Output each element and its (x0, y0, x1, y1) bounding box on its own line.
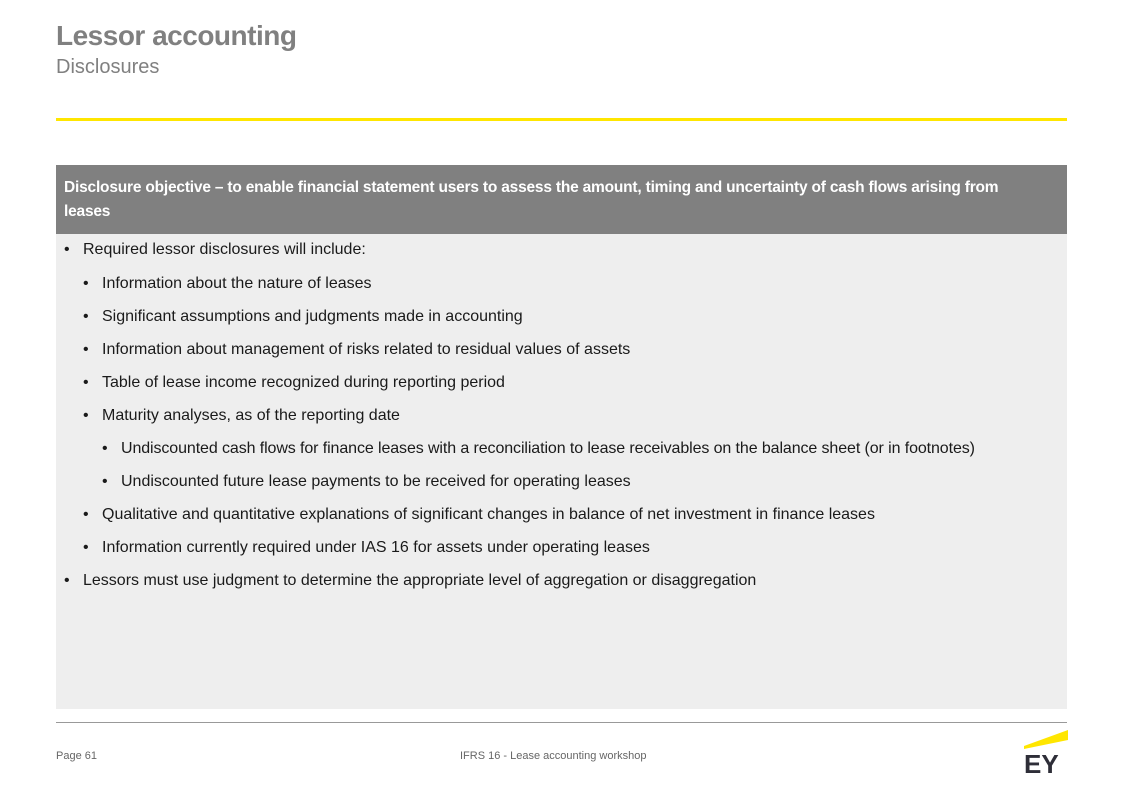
bullet-icon: • (102, 440, 108, 457)
bullet-item (83, 340, 630, 360)
bullet-icon: • (64, 572, 70, 589)
bullet-icon: • (102, 473, 108, 490)
bullet-icon: • (83, 275, 89, 292)
bullet-item (64, 571, 756, 591)
ey-logo-icon (1022, 730, 1070, 776)
bullet-text: Table of lease income recognized during reporting period (102, 374, 505, 391)
bullet-icon: • (83, 341, 89, 358)
svg-text:EY: EY (1024, 749, 1059, 776)
bullet-text: Information about management of risks related to residual values of assets (102, 341, 631, 358)
bullet-icon: • (83, 539, 89, 556)
bullet-icon: • (83, 308, 89, 325)
bullet-icon: • (83, 374, 89, 391)
bullet-text: Undiscounted cash flows for finance leases with a reconciliation to lease receivables on the balance sheet (or in footnotes) (121, 440, 975, 457)
bullet-text: Qualitative and quantitative explanations of significant changes in balance of net investment in finance leases (102, 506, 875, 523)
bullet-item (83, 538, 650, 558)
bullet-item (83, 307, 523, 327)
footer-title: IFRS 16 - Lease accounting workshop (460, 750, 647, 762)
title-underline-divider (56, 118, 1067, 121)
bullet-text: Information about the nature of leases (102, 275, 372, 292)
bullet-icon: • (83, 506, 89, 523)
bullet-icon: • (64, 241, 70, 258)
page-title: Lessor accounting (56, 20, 297, 51)
bullet-text: Significant assumptions and judgments made in accounting (102, 308, 523, 325)
disclosure-panel (56, 165, 1067, 709)
footer-divider (56, 722, 1067, 723)
page-subtitle: Disclosures (56, 56, 160, 78)
bullet-icon: • (83, 407, 89, 424)
bullet-item (83, 406, 400, 426)
bullet-item (102, 439, 975, 459)
bullet-item (83, 505, 875, 525)
disclosure-objective-header: Disclosure objective – to enable financial statement users to assess the amount, timing and uncertainty of cash flows arising from leases (56, 165, 1067, 234)
bullet-text: Information currently required under IAS 16 for assets under operating leases (102, 539, 650, 556)
bullet-item (102, 472, 631, 492)
bullet-text: Maturity analyses, as of the reporting date (102, 407, 400, 424)
bullet-item (83, 373, 505, 393)
bullet-text: Required lessor disclosures will include: (83, 241, 366, 258)
page-number: Page 61 (56, 750, 97, 762)
bullet-text: Lessors must use judgment to determine the appropriate level of aggregation or disaggregation (83, 572, 757, 589)
bullet-item (64, 240, 366, 260)
bullet-text: Undiscounted future lease payments to be received for operating leases (121, 473, 631, 490)
bullet-item (83, 274, 372, 294)
